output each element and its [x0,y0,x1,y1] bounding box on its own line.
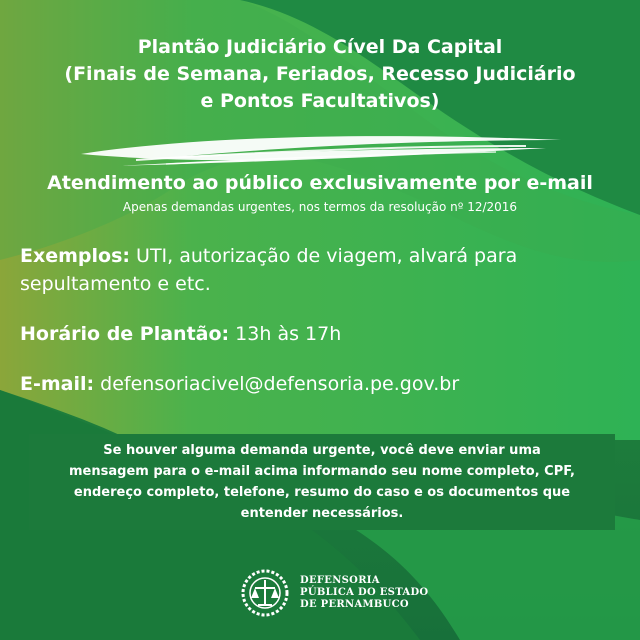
notice-line-2: mensagem para o e-mail acima informando seu nome completo, CPF, [69,464,575,479]
institution-line-3: DE PERNAMBUCO [300,599,409,610]
institution-name [300,575,428,611]
coat-of-arms-icon [240,568,290,618]
examples-text: UTI, autorização de viagem, alvará para sepultamento e etc. [20,245,518,295]
institution-line-1: DEFENSORIA [300,575,380,586]
notice-line-4: entender necessários. [240,506,404,521]
examples-label: Exemplos: [20,245,130,267]
notice-text [29,440,615,524]
institution-line-2: PÚBLICA DO ESTADO [300,587,429,598]
subtitle: Atendimento ao público exclusivamente por e-mail [47,172,593,194]
schedule-label: Horário de Plantão: [20,323,230,345]
email-label: E-mail: [20,373,95,395]
resolution-note: Apenas demandas urgentes, nos termos da resolução nº 12/2016 [122,200,518,214]
title-line-2: (Finais de Semana, Feriados, Recesso Judiciário [64,63,576,85]
schedule-paragraph [20,320,630,348]
email-address[interactable]: defensoriacivel@defensoria.pe.gov.br [94,373,460,395]
email-paragraph [20,370,630,398]
examples-paragraph [20,242,630,298]
title-line-3: e Pontos Facultativos) [200,90,440,112]
notice-line-3: endereço completo, telefone, resumo do caso e os documentos que [73,485,571,500]
notice-line-1: Se houver alguma demanda urgente, você deve enviar uma [103,443,541,458]
brush-stroke-divider [76,126,566,172]
schedule-text: 13h às 17h [229,323,342,345]
notice-box [29,434,615,530]
title-line-1: Plantão Judiciário Cível Da Capital [137,36,503,58]
